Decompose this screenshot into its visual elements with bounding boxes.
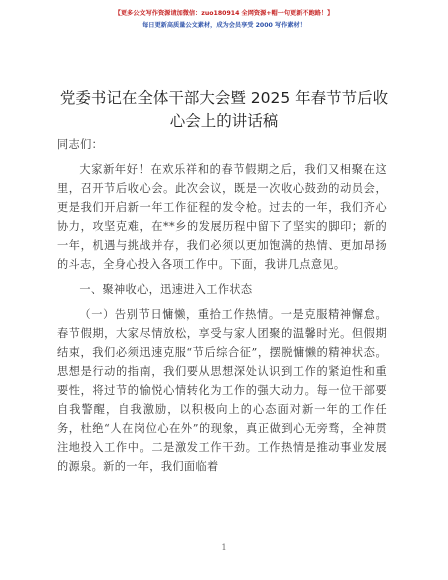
document-title [40,87,408,133]
document-body [57,135,387,476]
promo-banner-line-1: 【更多公文写作资源请加微信：zuo180914 全网资源+帽一句更新不跑路！】 [114,10,334,17]
intro-paragraph: 大家新年好！在欢乐祥和的春节假期之后，我们又相聚在这里，召开节后收心会。此次会议，既是一次收心鼓劲的动员会，更是我们开启新一年工作征程的发令枪。过去的一年，我们齐心协力，攻坚克难，在**乡的发展历程中留下了坚实的脚印；新的一年，机遇与挑战并存，我们必须以更加饱满的热情、更加昂扬的斗志，全身心投入各项工作中。下面，我讲几点意见。 [57,163,387,271]
salutation: 同志们： [57,138,104,151]
promo-banner-line-2: 每日更新高质量公文素材，成为会员享受 2000 写作素材！ [142,22,306,29]
document-title-line-2: 心会上的讲话稿 [169,112,279,130]
section-heading: 一、聚神收心，迅速进入工作状态 [79,283,253,296]
document-title-line-1: 党委书记在全体干部大会暨 2025 年春节节后收 [59,89,389,107]
page-number: 1 [221,543,227,552]
promo-banner [0,8,448,32]
section-paragraph: （一）告别节日慵懒，重拾工作热情。一是克服精神懈怠。春节假期，大家尽情放松，享受与家人团聚的温馨时光。但假期结束，我们必须迅速克服“节后综合征”，摆脱慵懒的精神状态。思想是行动的指南，我们要从思想深处认识到工作的紧迫性和重要性，将过节的愉悦心情转化为工作的强大动力。每一位干部要自我警醒，自我激励，以积极向上的心态面对新一年的工作任务，杜绝“人在岗位心在外”的现象，真正做到心无旁骛，全神贯注地投入工作中。二是激发工作干劲。工作热情是推动事业发展的源泉。新的一年，我们面临着 [57,308,387,473]
